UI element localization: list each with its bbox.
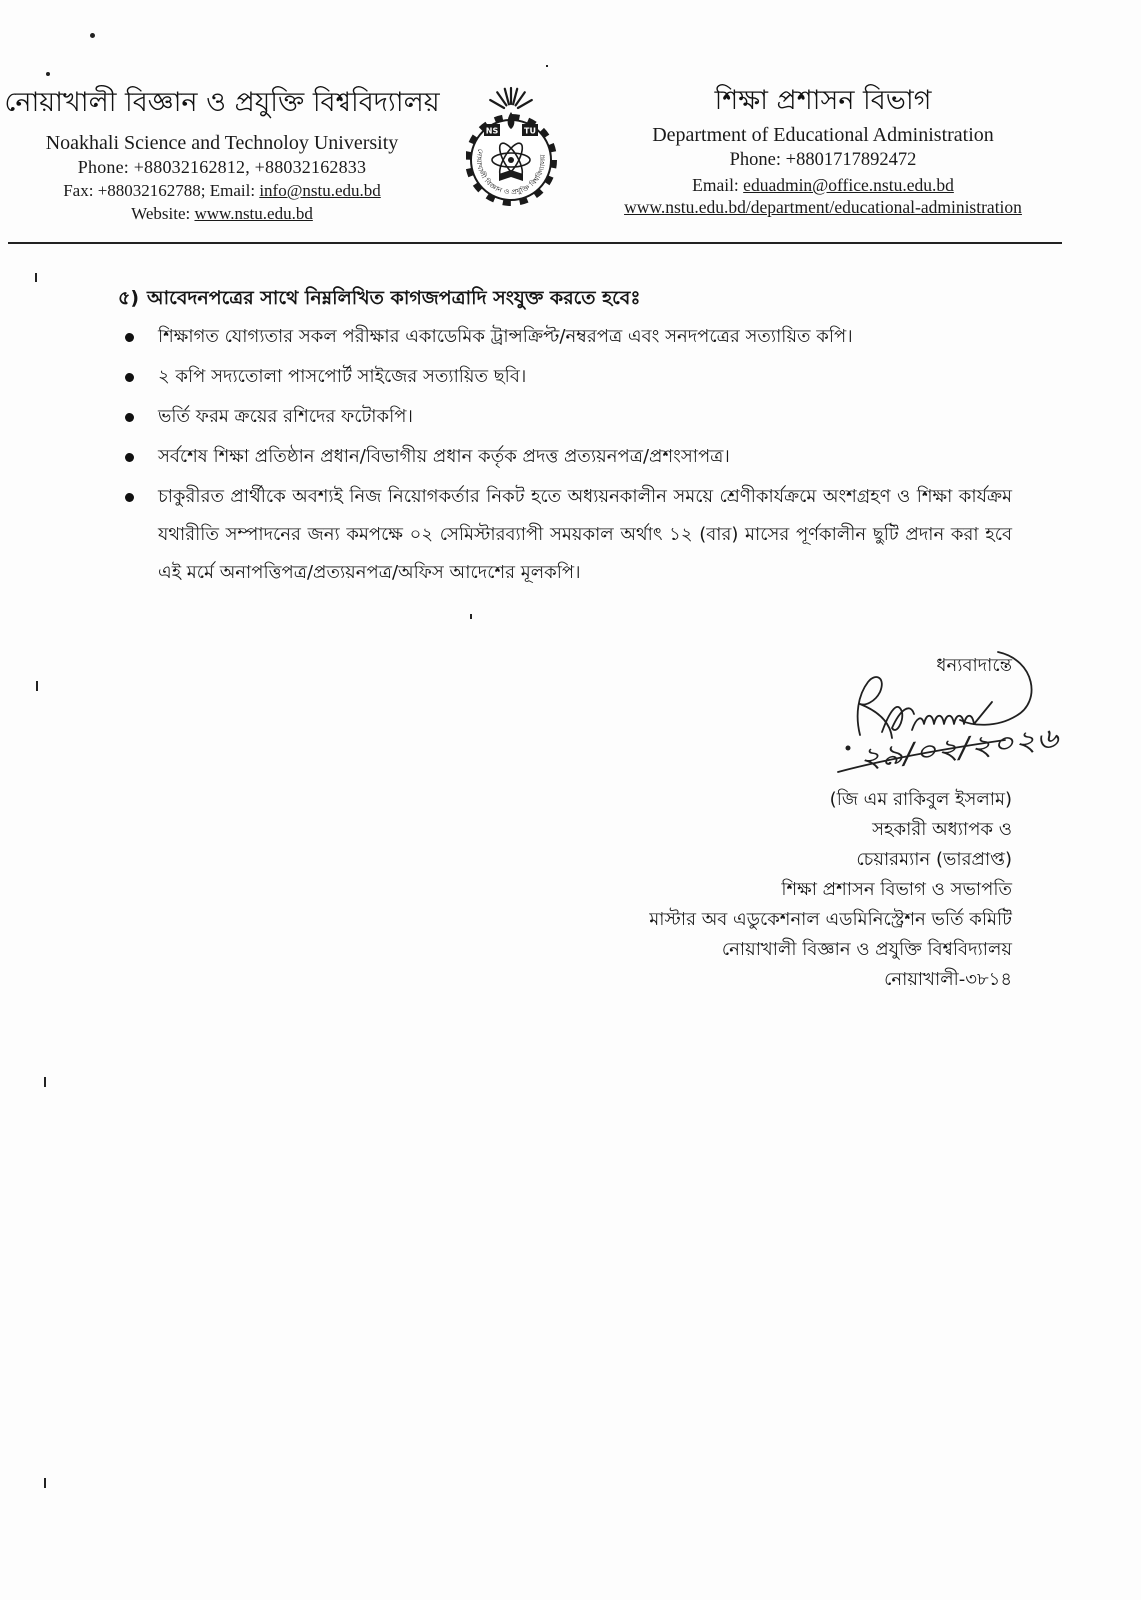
scan-speck: [44, 1478, 46, 1488]
section-heading-text: আবেদনপত্রের সাথে নিম্নলিখিত কাগজপত্রাদি সংযুক্ত করতে হবেঃ: [147, 287, 641, 309]
signature-loop-stroke: [960, 652, 1032, 725]
university-email: info@nstu.edu.bd: [259, 181, 381, 200]
website-label: Website:: [131, 204, 195, 223]
logo-ring-textpath: নোয়াখালী বিজ্ঞান ও প্রযুক্তি বিশ্ববিদ্যালয়: [474, 147, 548, 197]
department-email: eduadmin@office.nstu.edu.bd: [743, 175, 954, 195]
university-logo: [466, 84, 558, 208]
department-phone: Phone: +8801717892472: [729, 150, 917, 170]
atom-core-icon: [508, 157, 514, 163]
scan-speck: [90, 33, 95, 38]
scan-speck: [44, 1077, 46, 1087]
signatory-committee: মাস্টার অব এডুকেশনাল এডমিনিস্ট্রেশন ভর্তি কমিটি: [649, 909, 1012, 930]
sun-rays-icon: [490, 88, 532, 108]
university-fax-email: [0, 179, 444, 203]
signatory-name: (জি এম রাকিবুল ইসলাম): [829, 789, 1012, 810]
header-divider: [8, 242, 1062, 244]
list-item: [122, 438, 1012, 476]
logo-ns-label: NS: [485, 126, 499, 136]
bullet-icon: [125, 453, 134, 462]
signatory-university: নোয়াখালী বিজ্ঞান ও প্রযুক্তি বিশ্ববিদ্যালয়: [721, 939, 1012, 960]
signatory-designation: সহকারী অধ্যাপক ও: [872, 819, 1012, 840]
bullet-icon: [125, 333, 134, 342]
signature-name-stroke: [912, 702, 992, 730]
list-item: [122, 478, 1012, 592]
list-item: [122, 318, 1012, 356]
department-email-line: [600, 173, 1046, 197]
section-heading: [118, 283, 1018, 313]
signatory-details: [649, 785, 1012, 995]
list-item-text: শিক্ষাগত যোগ্যতার সকল পরীক্ষার একাডেমিক ট্রান্সক্রিপ্ট/নম্বরপত্র এবং সনদপত্রের সত্যায়িত কপি।: [158, 326, 853, 347]
department-letterhead: [600, 82, 1046, 217]
university-phone: Phone: +88032162812, +88032162833: [77, 157, 367, 177]
email-label: Email:: [692, 175, 744, 195]
scan-speck: [46, 72, 50, 76]
fax-label: Fax: +88032162788; Email:: [63, 181, 260, 200]
list-item-text: ২ কপি সদ্যতোলা পাসপোর্ট সাইজের সত্যায়িত ছবি।: [158, 366, 527, 387]
department-name-bn: শিক্ষা প্রশাসন বিভাগ: [714, 85, 932, 116]
required-documents-list: [122, 318, 1012, 594]
university-name-bn: নোয়াখালী বিজ্ঞান ও প্রযুক্তি বিশ্ববিদ্যালয়: [4, 87, 440, 118]
handwritten-signature: [820, 640, 1070, 800]
bullet-icon: [125, 413, 134, 422]
signature-date: ২৯/০২/২০২৬: [857, 724, 1025, 775]
list-item: [122, 398, 1012, 436]
bullet-icon: [125, 373, 134, 382]
list-item-text: সর্বশেষ শিক্ষা প্রতিষ্ঠান প্রধান/বিভাগীয় প্রধান কর্তৃক প্রদত্ত প্রত্যয়নপত্র/প্রশংসাপত্র।: [158, 446, 730, 467]
signature-stroke: [882, 707, 914, 732]
scan-speck: [36, 681, 38, 691]
department-name-en: Department of Educational Administration: [652, 124, 994, 146]
university-name-en: Noakhali Science and Technoloy University: [45, 132, 399, 154]
signatory-address: নোয়াখালী-৩৮১৪: [884, 969, 1012, 990]
university-website: www.nstu.edu.bd: [194, 204, 313, 223]
scan-speck: [35, 273, 37, 282]
scan-speck: [546, 65, 548, 67]
signature-initial-stroke: [858, 677, 892, 738]
logo-tu-label: TU: [524, 126, 536, 136]
signatory-role: চেয়ারম্যান (ভারপ্রাপ্ত): [856, 849, 1012, 870]
university-website-line: [0, 203, 444, 225]
department-website: www.nstu.edu.bd/department/educational-administration: [624, 197, 1022, 217]
signature-dot: [846, 746, 851, 751]
scan-speck: [470, 614, 472, 619]
section-number: ৫): [118, 287, 140, 309]
signatory-department: শিক্ষা প্রশাসন বিভাগ ও সভাপতি: [781, 879, 1012, 900]
list-item: [122, 358, 1012, 396]
list-item-text: চাকুরীরত প্রার্থীকে অবশ্যই নিজ নিয়োগকর্তার নিকট হতে অধ্যয়নকালীন সময়ে শ্রেণীকার্যক্রমে অংশগ্রহণ ও শিক্ষা কার্যক্রম যথারীতি সম্পাদনের জন্য কমপক্ষে ০২ সেমিস্টারব্যাপী সময়কাল অর্থাৎ ১২ (বার) মাসের পূর্ণকালীন ছুটি প্রদান করা হবে এই মর্মে অনাপত্তিপত্র/প্রত্যয়নপত্র/অফিস আদেশের মূলকপি।: [158, 486, 1012, 583]
closing-text: ধন্যবাদান্তে: [936, 655, 1012, 676]
bullet-icon: [125, 493, 134, 502]
list-item-text: ভর্তি ফরম ক্রয়ের রশিদের ফটোকপি।: [158, 406, 413, 427]
university-letterhead: [0, 84, 444, 225]
